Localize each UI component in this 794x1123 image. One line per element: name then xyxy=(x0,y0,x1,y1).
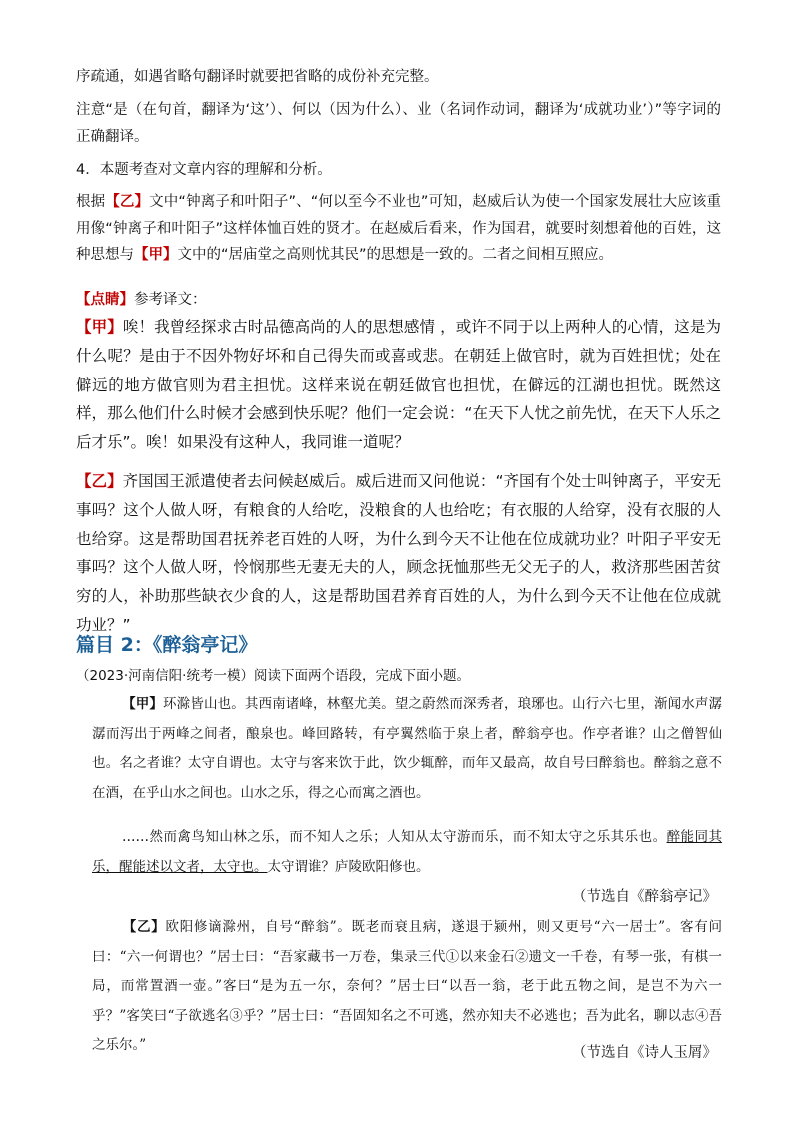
translation-yi-tag: 【乙】 xyxy=(76,472,123,490)
section-intro: （2023·河南信阳·统考一模）阅读下面两个语段，完成下面小题。 xyxy=(76,668,470,684)
dianjing-tag: 【点睛】 xyxy=(76,292,134,308)
tag-yi: 【乙】 xyxy=(105,194,150,210)
jia-source: （节选自《醉翁亭记》 xyxy=(572,889,717,905)
classical-yi: 【乙】欧阳修谪滁州，自号“醉翁”。既老而衰且病，遂退于颍州，则又更号“六一居士”。客有问曰：“六一何谓也？”居士曰：“吾家藏书一万卷，集录三代①以来金石②遗文一千卷，有琴一张，有棋一局，而常置酒一壶。”客曰“是为五一尔，奈何？”居士曰“以吾一翁，老于此五物之间，是岂不为六一乎？”客笑曰“子欲逃名③乎？”居士曰：“吾固知名之不可逃，然亦知夫不必逃也；吾为此名，聊以志④吾之乐尔。” xyxy=(92,919,723,1053)
classical-yi-tag: 【乙】 xyxy=(122,919,166,935)
analysis-line-1: 序疏通，如遇省略句翻译时就要把省略的成份补充完整。 xyxy=(76,69,439,85)
classical-jia-tag: 【甲】 xyxy=(122,696,164,712)
classical-jia-p2: ……然而禽鸟知山林之乐，而不知人之乐；人知从太守游而乐，而不知太守之乐其乐也。醉能同其乐，醒能述以文者，太守也。太守谓谁？庐陵欧阳修也。 xyxy=(92,829,723,875)
underlined-sentence: 醉能同其乐，醒能述以文者，太守也。 xyxy=(92,829,723,875)
tag-jia: 【甲】 xyxy=(134,247,178,263)
section-heading: 篇目 2：《醉翁亭记》 xyxy=(76,634,258,656)
analysis-point-4: 4．本题考查对文章内容的理解和分析。 xyxy=(76,162,332,178)
translation-yi: 【乙】齐国国王派遣使者去问候赵威后。威后进而又问他说：“齐国有个处士叫钟离子，平安无事吗？这个人做人呀，有粮食的人给吃，没粮食的人也给吃；有衣服的人给穿，没有衣服的人也给穿。这是帮助国君抚养老百姓的人呀，为什么到今天不让他在位成就功业？叶阳子平安无事吗？这个人做人呀，怜悯那些无妻无夫的人，顾念抚恤那些无父无子的人，救济那些困苦贫穷的人，补助那些缺衣少食的人，这是帮助国君养育百姓的人，为什么到今天不让他在位成就功业？” xyxy=(76,472,721,634)
analysis-paragraph: 根据【乙】文中“钟离子和叶阳子”、“何以至今不业也”可知，赵威后认为使一个国家发展壮大应该重用像“钟离子和叶阳子”这样体恤百姓的贤才。在赵威后看来，作为国君，就要时刻想着他的百姓，这种思想与【甲】文中的“居庙堂之高则忧其民”的思想是一致的。二者之间相互照应。 xyxy=(76,194,722,263)
dianjing-heading: 【点睛】参考译文： xyxy=(76,292,207,308)
analysis-line-2: 注意“是（在句首，翻译为‘这’）、何以（因为什么）、业（名词作动词，翻译为‘成就功业’）”等字词的正确翻译。 xyxy=(76,102,721,145)
yi-source: （节选自《诗人玉屑》 xyxy=(572,1045,717,1061)
translation-jia: 【甲】唉！我曾经探求古时品德高尚的人的思想感情 ，或许不同于以上两种人的心情，这是为什么呢？是由于不因外物好坏和自己得失而或喜或悲。在朝廷上做官时，就为百姓担忧；处在僻远的地方做官则为君主担忧。这样来说在朝廷做官也担忧，在僻远的江湖也担忧。既然这样，那么他们什么时候才会感到快乐呢？他们一定会说：“在天下人忧之前先忧，在天下人乐之后才乐”。唉！如果没有这种人，我同谁一道呢？ xyxy=(76,318,721,452)
translation-jia-tag: 【甲】 xyxy=(76,318,123,336)
classical-jia-p1: 【甲】环滁皆山也。其西南诸峰，林壑尤美。望之蔚然而深秀者，琅琊也。山行六七里，渐闻水声潺潺而泻出于两峰之间者，酿泉也。峰回路转，有亭翼然临于泉上者，醉翁亭也。作亭者谁？山之僧智仙也。名之者谁？太守自谓也。太守与客来饮于此，饮少辄醉，而年又最高，故自号曰醉翁也。醉翁之意不在酒，在乎山水之间也。山水之乐，得之心而寓之酒也。 xyxy=(92,696,723,801)
